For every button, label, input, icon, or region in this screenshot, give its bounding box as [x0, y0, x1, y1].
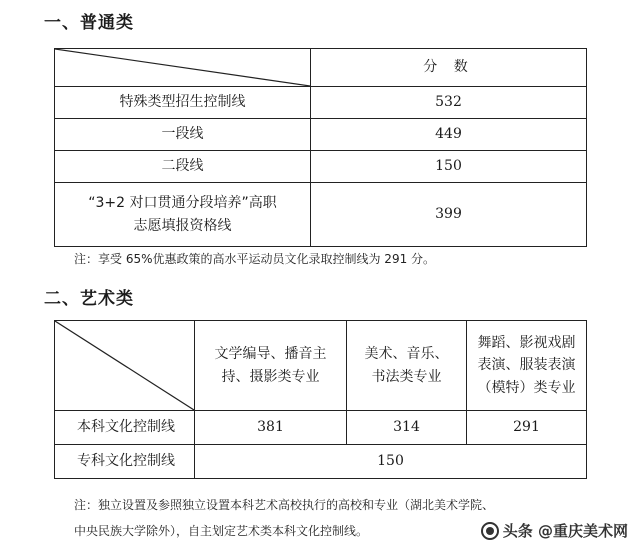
row-value: 449	[311, 119, 587, 151]
header-line: 文学编导、播音主	[214, 346, 327, 363]
table-row	[55, 411, 587, 445]
diagonal-line	[55, 321, 194, 410]
score-header: 分 数	[311, 49, 587, 87]
table-row	[55, 119, 587, 151]
diagonal-line	[55, 49, 310, 86]
section2-title: 二、艺术类	[44, 289, 134, 309]
row-value: 381	[195, 411, 347, 445]
row-label: 二段线	[55, 151, 311, 183]
section1-note: 注：享受 65%优惠政策的高水平运动员文化录取控制线为 291 分。	[74, 252, 436, 266]
row-value: 314	[347, 411, 467, 445]
row-label-line1: “3+2 对口贯通分段培养”高职	[88, 195, 277, 212]
section2-note-line2: 中央民族大学除外），自主划定艺术类本科文化控制线。	[74, 524, 369, 538]
table-row	[55, 183, 587, 247]
header-line: （模特）类专业	[477, 379, 576, 396]
diagonal-header-cell	[55, 321, 195, 411]
row-value: 399	[311, 183, 587, 247]
table-row	[55, 87, 587, 119]
watermark	[481, 520, 628, 541]
table-row	[55, 445, 587, 479]
row-label: 本科文化控制线	[55, 411, 195, 445]
row-value: 291	[467, 411, 587, 445]
table-row	[55, 151, 587, 183]
section2-note	[74, 492, 494, 544]
diagonal-header-cell	[55, 49, 311, 87]
row-label	[55, 183, 311, 247]
header-line: 表演、服装表演	[477, 357, 576, 374]
column-header-literature-broadcast	[195, 321, 347, 411]
column-header-fine-arts-music	[347, 321, 467, 411]
row-value: 532	[311, 87, 587, 119]
header-line: 书法类专业	[371, 368, 442, 385]
row-value: 150	[311, 151, 587, 183]
toutiao-logo-icon	[481, 522, 499, 540]
watermark-text: 头条 @重庆美术网	[502, 522, 628, 540]
row-label: 一段线	[55, 119, 311, 151]
art-score-table	[54, 320, 587, 479]
column-header-dance-performance	[467, 321, 587, 411]
general-score-table	[54, 48, 587, 247]
row-label-line2: 志愿填报资格线	[133, 217, 232, 234]
row-label: 特殊类型招生控制线	[55, 87, 311, 119]
merged-row-value: 150	[195, 445, 587, 479]
header-line: 持、摄影类专业	[221, 368, 320, 385]
row-label: 专科文化控制线	[55, 445, 195, 479]
header-line: 美术、音乐、	[364, 346, 449, 363]
section2-note-line1: 注：独立设置及参照独立设置本科艺术高校执行的高校和专业（湖北美术学院、	[74, 498, 495, 512]
header-line: 舞蹈、影视戏剧	[477, 334, 576, 351]
section1-title: 一、普通类	[44, 13, 134, 33]
